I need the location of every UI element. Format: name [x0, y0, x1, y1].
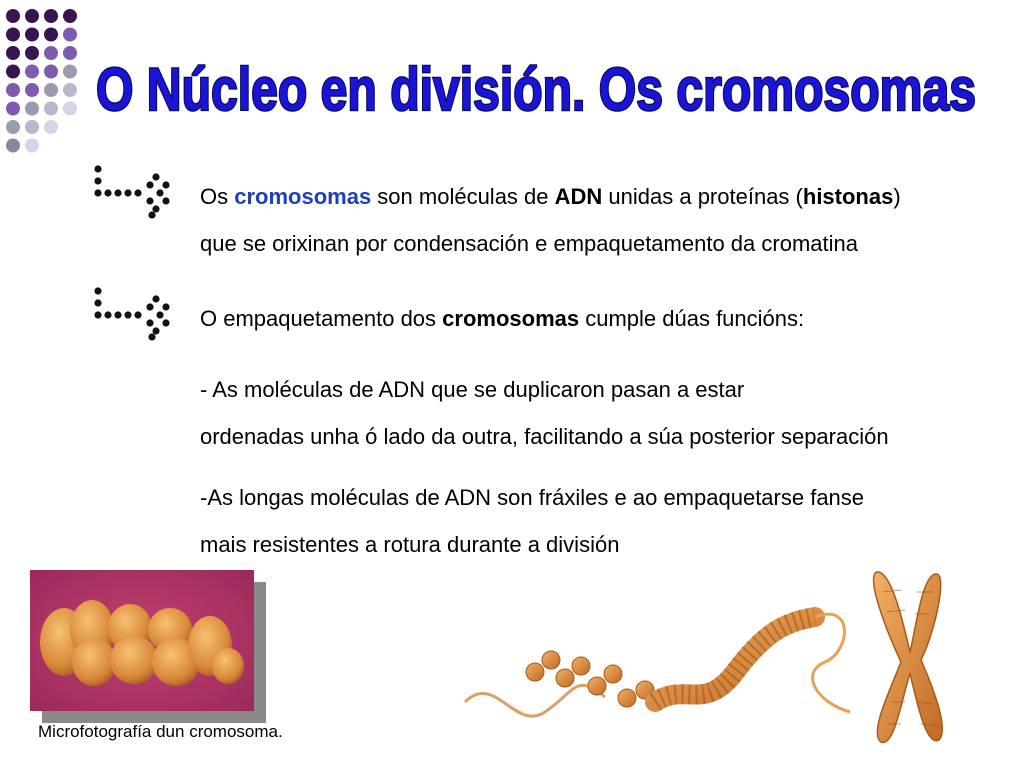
arrow-dot — [162, 197, 169, 204]
decor-dot — [6, 120, 20, 134]
decor-dot — [6, 65, 20, 79]
decor-dot — [44, 102, 58, 116]
arrow-dot — [152, 205, 159, 212]
text-run: Os — [200, 184, 235, 209]
arrow-dot — [94, 165, 101, 172]
decor-dot — [63, 83, 77, 97]
decor-dot — [63, 46, 77, 60]
dot-grid-decoration — [0, 0, 90, 160]
text-run: O empaquetamento dos — [200, 306, 443, 331]
bullet-1-line-2: que se orixinan por condensación e empaquetamento da cromatina — [200, 231, 858, 256]
decor-dot — [44, 83, 58, 97]
decor-dot — [6, 9, 20, 23]
slide-title — [96, 48, 996, 128]
decor-dot — [44, 28, 58, 42]
micrograph-image — [30, 570, 254, 711]
decor-dot — [44, 46, 58, 60]
decor-dot — [63, 28, 77, 42]
arrow-dot — [148, 211, 155, 218]
text-run: unidas a proteínas ( — [602, 184, 803, 209]
arrow-dot — [124, 189, 131, 196]
arrow-dot — [94, 177, 101, 184]
bullet-2-line — [200, 307, 804, 331]
decor-dot — [6, 28, 20, 42]
dotted-arrow-icon — [92, 285, 182, 345]
arrow-dot — [124, 311, 131, 318]
text-run: cromosomas — [234, 184, 372, 209]
arrow-dot — [94, 287, 101, 294]
arrow-dot — [94, 189, 101, 196]
decor-dot — [25, 65, 39, 79]
arrow-dot — [104, 311, 111, 318]
arrow-dot — [156, 189, 163, 196]
arrow-dot — [152, 327, 159, 334]
text-run: cromosomas — [442, 306, 580, 331]
text-run: son moléculas de — [371, 184, 555, 209]
decor-dot — [25, 28, 39, 42]
function-2-line-2: mais resistentes a rotura durante a división — [200, 532, 620, 557]
decor-dot — [6, 46, 20, 60]
arrow-dot — [162, 181, 169, 188]
slide-title-text: O Núcleo en división. Os cromosomas — [96, 56, 976, 123]
arrow-dot — [152, 173, 159, 180]
decor-dot — [25, 120, 39, 134]
arrow-dot — [146, 181, 153, 188]
decor-dot — [25, 102, 39, 116]
micrograph-caption: Microfotografía dun cromosoma. — [38, 722, 283, 741]
function-1-line-1: - As moléculas de ADN que se duplicaron pasan a estar — [200, 377, 745, 402]
decor-dot — [44, 9, 58, 23]
arrow-dot — [148, 333, 155, 340]
text-run: cumple dúas funcións: — [579, 306, 805, 331]
decor-dot — [44, 65, 58, 79]
decor-dot — [44, 120, 58, 134]
text-run: histonas — [802, 184, 894, 209]
decor-dot — [25, 139, 39, 153]
chromatin-packing-illustration — [455, 562, 955, 752]
arrow-dot — [152, 295, 159, 302]
arrow-dot — [146, 197, 153, 204]
function-1-line-2: ordenadas unha ó lado da outra, facilitando a súa posterior separación — [200, 424, 889, 449]
arrow-dot — [146, 303, 153, 310]
bullet-1-line-1 — [200, 185, 901, 209]
decor-dot — [25, 9, 39, 23]
dotted-arrow-icon — [92, 163, 182, 223]
decor-dot — [25, 83, 39, 97]
decor-dot — [25, 46, 39, 60]
decor-dot — [6, 139, 20, 153]
chromosome-micrograph — [30, 570, 268, 725]
text-run: ) — [893, 184, 901, 209]
arrow-dot — [104, 189, 111, 196]
text-run: ADN — [554, 184, 603, 209]
arrow-dot — [162, 319, 169, 326]
arrow-dot — [156, 311, 163, 318]
arrow-dot — [162, 303, 169, 310]
function-2-line-1: -As longas moléculas de ADN son fráxiles e ao empaquetarse fanse — [200, 485, 865, 510]
arrow-dot — [114, 189, 121, 196]
decor-dot — [63, 9, 77, 23]
arrow-dot — [134, 189, 141, 196]
decor-dot — [63, 102, 77, 116]
decor-dot — [6, 83, 20, 97]
arrow-dot — [94, 311, 101, 318]
decor-dot — [63, 65, 77, 79]
decor-dot — [6, 102, 20, 116]
arrow-dot — [94, 299, 101, 306]
arrow-dot — [146, 319, 153, 326]
arrow-dot — [134, 311, 141, 318]
arrow-dot — [114, 311, 121, 318]
